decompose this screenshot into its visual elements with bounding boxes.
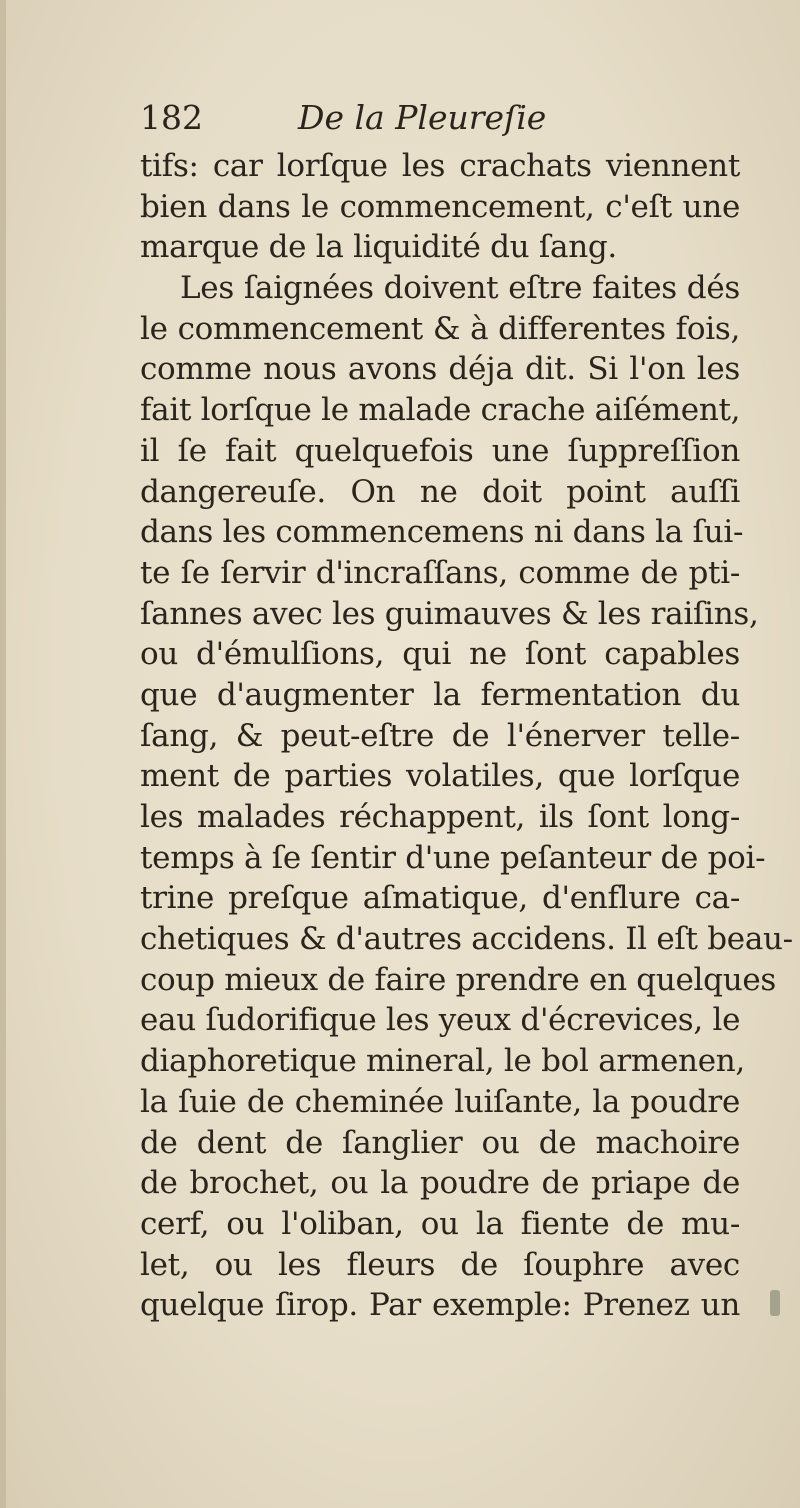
- text-line: ſannes avec les guimauves & les raiſins,: [140, 595, 759, 632]
- text-line: temps à ſe ſentir d'une peſanteur de poi-: [140, 839, 766, 876]
- text-line: chetiques & d'autres accidens. Il eſt beau-: [140, 921, 793, 958]
- text-line: la ſuie de cheminée luiſante, la poudre: [140, 1083, 740, 1120]
- page-edge: [0, 0, 6, 1508]
- text-line: bien dans le commencement, c'eſt une: [140, 188, 740, 225]
- text-line: le commencement & à differentes fois,: [140, 310, 740, 347]
- text-line: ſang, & peut-eſtre de l'énerver telle-: [140, 717, 740, 754]
- text-line: de dent de ſanglier ou de machoire: [140, 1124, 740, 1161]
- text-line: te ſe ſervir d'incraſſans, comme de pti-: [140, 554, 740, 591]
- text-line: il ſe fait quelquefois une ſuppreſſion: [140, 432, 740, 469]
- text-line: tifs: car lorſque les crachats viennent: [140, 148, 740, 184]
- text-line: quelque ſirop. Par exemple: Prenez un: [140, 1287, 740, 1324]
- body-text: [140, 146, 793, 1326]
- paper-blemish: [770, 1290, 780, 1316]
- text-line: fait lorſque le malade crache aiſément,: [140, 392, 741, 429]
- text-line: dangereuſe. On ne doit point auſſi: [140, 473, 740, 510]
- text-line: comme nous avons déja dit. Si l'on les: [140, 351, 740, 388]
- text-line: cerf, ou l'oliban, ou la fiente de mu-: [140, 1205, 740, 1242]
- page-header: [140, 98, 740, 148]
- text-line: ou d'émulſions, qui ne ſont capables: [140, 636, 740, 673]
- text-line: dans les commencemens ni dans la ſui-: [140, 514, 744, 551]
- text-line: coup mieux de faire prendre en quelques: [140, 961, 777, 998]
- text-line: trine preſque aſmatique, d'enflure ca-: [140, 880, 740, 917]
- text-line: que d'augmenter la fermentation du: [140, 676, 740, 713]
- text-line: marque de la liquidité du ſang.: [140, 229, 617, 266]
- page-number: 182: [140, 98, 203, 137]
- text-line: let, ou les fleurs de ſouphre avec: [140, 1246, 740, 1283]
- text-line: les malades réchappent, ils ſont long-: [140, 799, 740, 835]
- text-line: ment de parties volatiles, que lorſque: [140, 758, 740, 795]
- text-line: diaphoretique mineral, le bol armenen,: [140, 1043, 745, 1080]
- text-line: eau ſudorifique les yeux d'écrevices, le: [140, 1002, 741, 1039]
- text-line: Les ſaignées doivent eſtre faites dés: [180, 270, 740, 307]
- running-head: De la Pleureſie: [298, 98, 547, 137]
- text-line: de brochet, ou la poudre de priape de: [140, 1165, 740, 1202]
